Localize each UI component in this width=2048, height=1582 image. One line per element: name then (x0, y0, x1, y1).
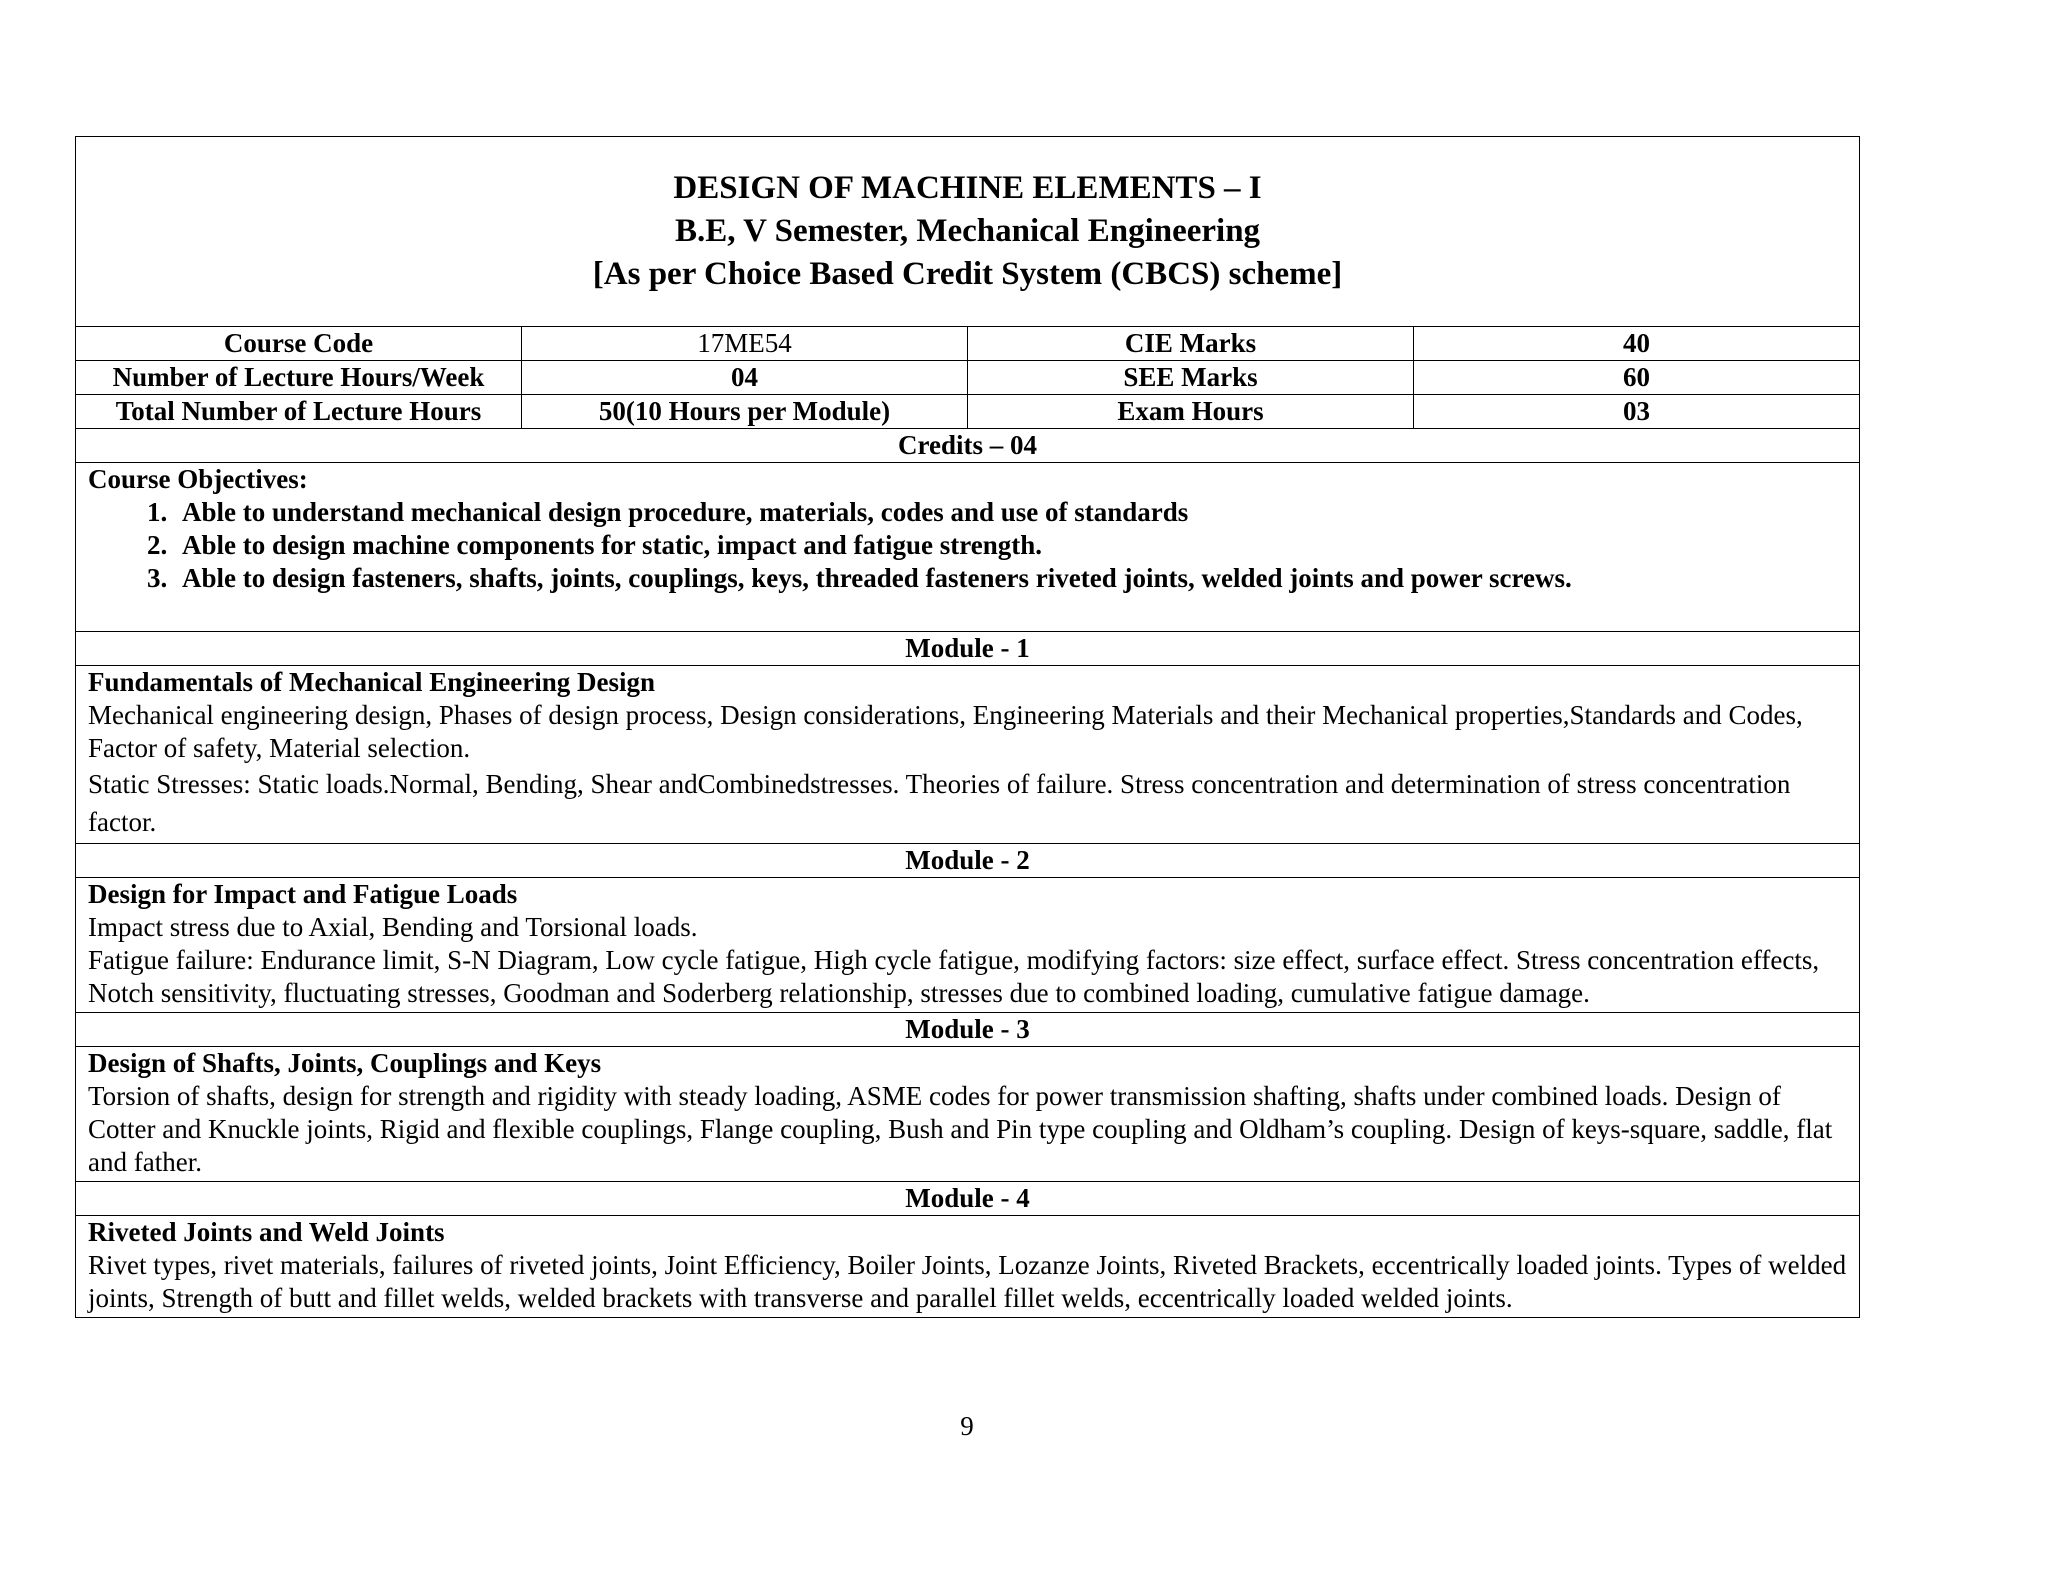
module-1-title: Fundamentals of Mechanical Engineering Design (88, 667, 656, 697)
lecture-hours-week-value: 04 (522, 361, 968, 395)
module-1-paragraph: Static Stresses: Static loads.Normal, Bending, Shear andCombinedstresses. Theories of failure. Stress concentration and determination of stress concentration factor. (88, 769, 1791, 837)
total-hours-value: 50(10 Hours per Module) (522, 395, 968, 429)
objective-item: 1. Able to understand mechanical design procedure, materials, codes and use of standards (174, 496, 1847, 529)
module-2-paragraph: Impact stress due to Axial, Bending and Torsional loads. (88, 912, 698, 942)
course-subtitle: B.E, V Semester, Mechanical Engineering (674, 213, 1261, 249)
module-3-paragraph: Torsion of shafts, design for strength and rigidity with steady loading, ASME codes for power transmission shafting, shafts under combined loads. Design of Cotter and Knuckle joints, Rigid and flexible couplings, Flange coupling, Bush and Pin type coupling and Oldham’s coupling. Design of keys-square, saddle, flat and father. (88, 1081, 1833, 1177)
info-row-lecture-hours (76, 361, 1860, 395)
module-3-heading: Module - 3 (76, 1013, 1860, 1047)
course-objectives (76, 463, 1860, 632)
module-1-content (76, 666, 1860, 844)
exam-hours-label: Exam Hours (968, 395, 1414, 429)
cie-marks-value: 40 (1414, 327, 1860, 361)
syllabus-page (75, 136, 1859, 1318)
module-3-content (76, 1047, 1860, 1182)
module-4-heading: Module - 4 (76, 1182, 1860, 1216)
total-hours-label: Total Number of Lecture Hours (76, 395, 522, 429)
course-code-value: 17ME54 (522, 327, 968, 361)
cie-marks-label: CIE Marks (968, 327, 1414, 361)
module-2-content (76, 878, 1860, 1013)
credits: Credits – 04 (76, 429, 1860, 463)
course-code-label: Course Code (76, 327, 522, 361)
course-scheme: [As per Choice Based Credit System (CBCS) scheme] (592, 256, 1343, 292)
module-3-title: Design of Shafts, Joints, Couplings and Keys (88, 1048, 602, 1078)
exam-hours-value: 03 (1414, 395, 1860, 429)
module-2-title: Design for Impact and Fatigue Loads (88, 879, 518, 909)
see-marks-label: SEE Marks (968, 361, 1414, 395)
module-1-paragraph: Mechanical engineering design, Phases of design process, Design considerations, Engineering Materials and their Mechanical properties,Standards and Codes, Factor of safety, Material selection. (88, 700, 1803, 763)
course-header (76, 137, 1860, 327)
course-title: DESIGN OF MACHINE ELEMENTS – I (673, 170, 1262, 206)
module-2-paragraph: Fatigue failure: Endurance limit, S-N Diagram, Low cycle fatigue, High cycle fatigue, modifying factors: size effect, surface effect. Stress concentration effects, Notch sensitivity, fluctuating stresses, Goodman and Soderberg relationship, stresses due to combined loading, cumulative fatigue damage. (88, 945, 1820, 1008)
objectives-title: Course Objectives: (88, 464, 308, 494)
page-number: 9 (960, 1411, 974, 1441)
module-4-title: Riveted Joints and Weld Joints (88, 1217, 445, 1247)
info-row-course-code (76, 327, 1860, 361)
objectives-list (88, 496, 1847, 595)
objective-item: 2. Able to design machine components for static, impact and fatigue strength. (174, 529, 1847, 562)
module-4-content (76, 1216, 1860, 1318)
info-row-total-hours (76, 395, 1860, 429)
see-marks-value: 60 (1414, 361, 1860, 395)
objective-item: 3. Able to design fasteners, shafts, joints, couplings, keys, threaded fasteners riveted joints, welded joints and power screws. (174, 562, 1847, 595)
module-4-paragraph: Rivet types, rivet materials, failures of riveted joints, Joint Efficiency, Boiler Joints, Lozanze Joints, Riveted Brackets, eccentrically loaded joints. Types of welded joints, Strength of butt and fillet welds, welded brackets with transverse and parallel fillet welds, eccentrically loaded welded joints. (88, 1250, 1847, 1313)
syllabus-table (75, 136, 1860, 1318)
lecture-hours-week-label: Number of Lecture Hours/Week (76, 361, 522, 395)
module-1-heading: Module - 1 (76, 632, 1860, 666)
module-2-heading: Module - 2 (76, 844, 1860, 878)
